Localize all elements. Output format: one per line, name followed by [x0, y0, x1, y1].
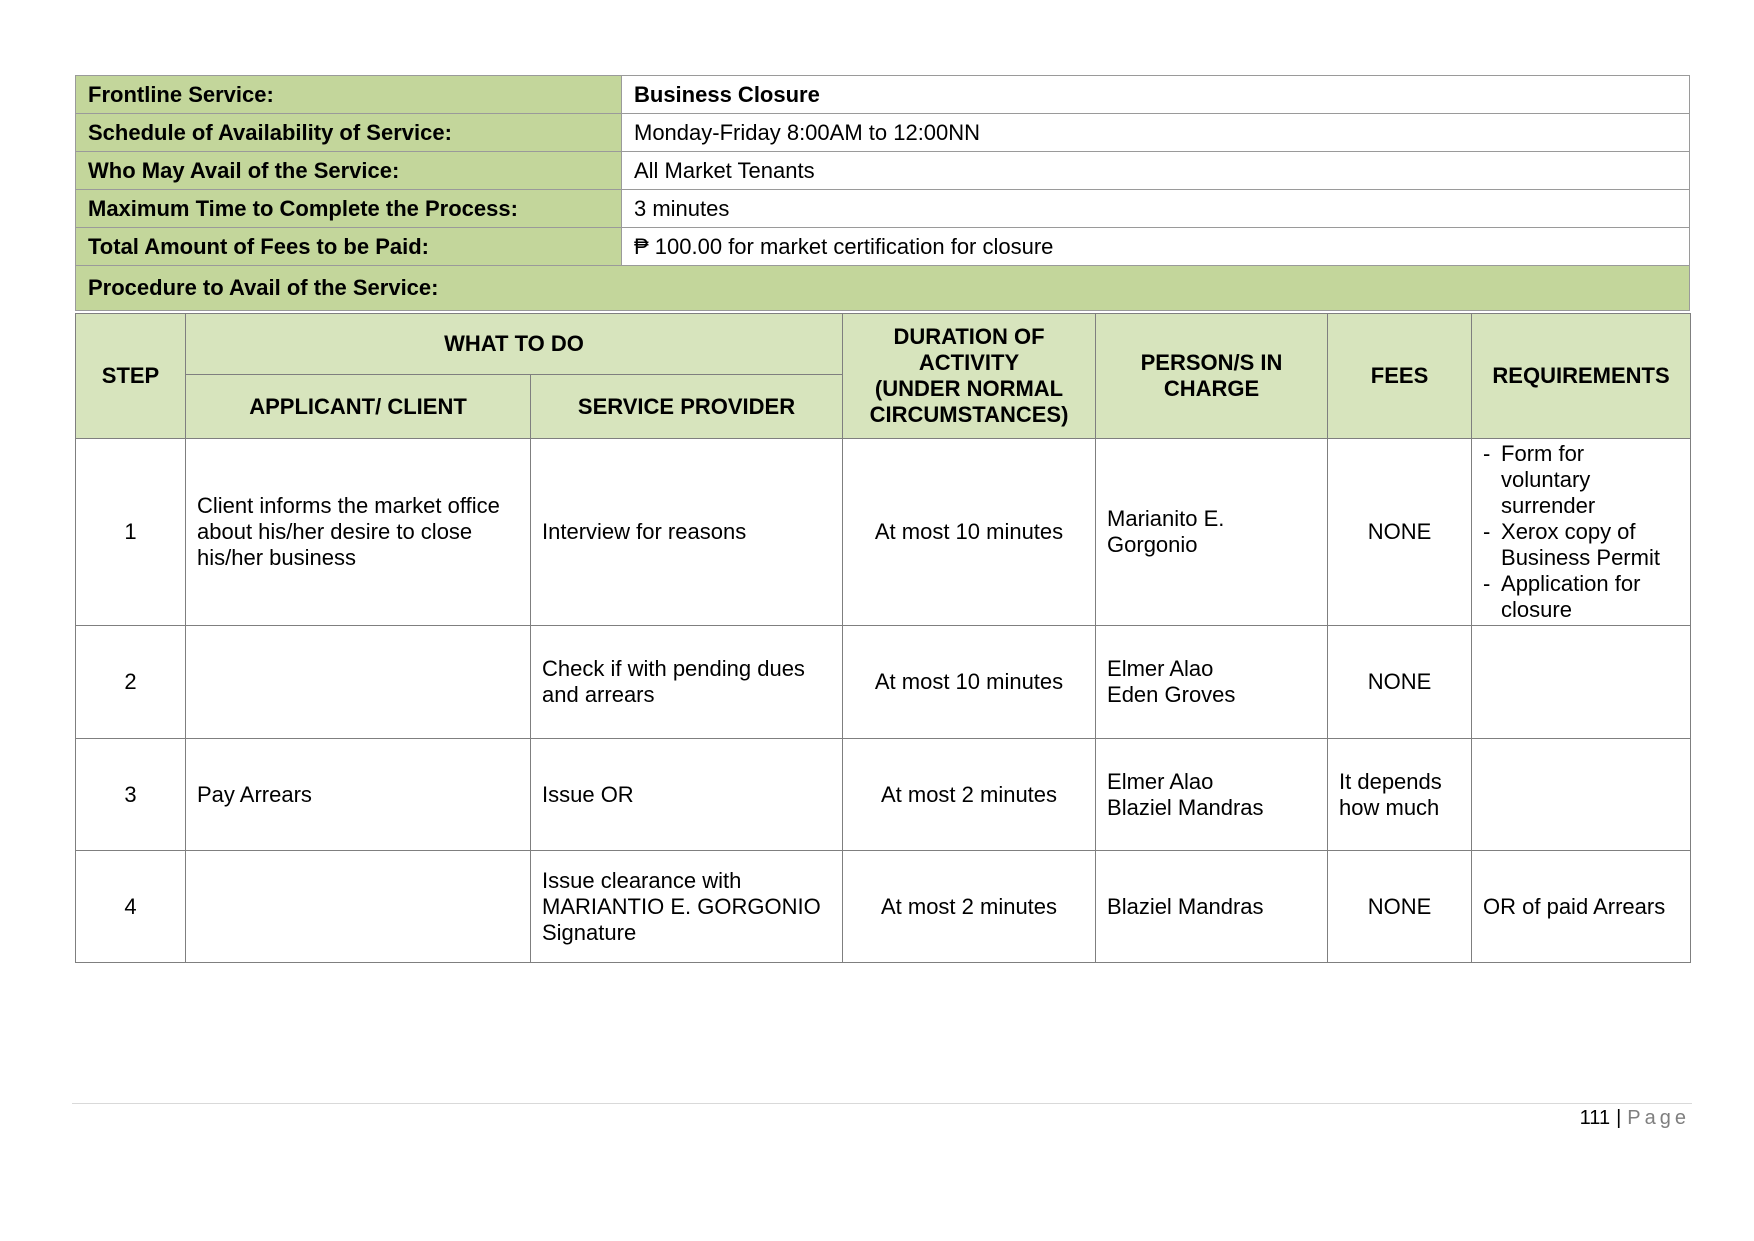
duration-cell: At most 10 minutes — [843, 439, 1096, 626]
step-cell: 4 — [76, 851, 186, 963]
fees-label: Total Amount of Fees to be Paid: — [76, 228, 622, 266]
requirements-cell: OR of paid Arrears — [1472, 851, 1691, 963]
table-row — [76, 626, 1691, 739]
header-duration: DURATION OF ACTIVITY (UNDER NORMAL CIRCUMSTANCES) — [843, 314, 1096, 439]
service-info-table — [75, 75, 1690, 311]
page-word: Page — [1627, 1107, 1690, 1129]
fees-cell: NONE — [1328, 439, 1472, 626]
dash-bullet: - — [1483, 571, 1491, 596]
persons-cell: Blaziel Mandras — [1096, 851, 1328, 963]
frontline-value: Business Closure — [622, 76, 1690, 114]
requirements-cell — [1472, 626, 1691, 739]
step-cell: 2 — [76, 626, 186, 739]
page-footer — [1580, 1107, 1690, 1130]
header-what-to-do: WHAT TO DO — [186, 314, 843, 375]
requirements-cell — [1472, 739, 1691, 851]
info-row-who — [76, 152, 1690, 190]
applicant-cell — [186, 626, 531, 739]
fees-cell: NONE — [1328, 851, 1472, 963]
header-applicant: APPLICANT/ CLIENT — [186, 375, 531, 439]
persons-cell: Marianito E. Gorgonio — [1096, 439, 1328, 626]
table-row — [76, 439, 1691, 626]
page-number: 111 — [1579, 1107, 1611, 1129]
header-row-1 — [76, 314, 1691, 375]
procedure-table — [75, 313, 1691, 963]
provider-cell: Issue clearance with MARIANTIO E. GORGONIO Signature — [531, 851, 843, 963]
fees-value: ₱ 100.00 for market certification for closure — [622, 228, 1690, 266]
header-provider: SERVICE PROVIDER — [531, 375, 843, 439]
who-value: All Market Tenants — [622, 152, 1690, 190]
page-separator: | — [1616, 1107, 1622, 1129]
procedure-label: Procedure to Avail of the Service: — [76, 266, 1690, 311]
requirement-item — [1483, 571, 1679, 623]
applicant-cell: Client informs the market office about his/her desire to close his/her business — [186, 439, 531, 626]
dash-bullet: - — [1483, 441, 1491, 466]
schedule-label: Schedule of Availability of Service: — [76, 114, 622, 152]
step-cell: 1 — [76, 439, 186, 626]
info-row-schedule — [76, 114, 1690, 152]
info-row-fees — [76, 228, 1690, 266]
provider-cell: Interview for reasons — [531, 439, 843, 626]
requirement-text: Xerox copy of Business Permit — [1501, 519, 1660, 570]
info-row-frontline — [76, 76, 1690, 114]
header-step: STEP — [76, 314, 186, 439]
max-time-value: 3 minutes — [622, 190, 1690, 228]
schedule-value: Monday-Friday 8:00AM to 12:00NN — [622, 114, 1690, 152]
provider-cell: Issue OR — [531, 739, 843, 851]
header-requirements: REQUIREMENTS — [1472, 314, 1691, 439]
dash-bullet: - — [1483, 519, 1491, 544]
duration-cell: At most 2 minutes — [843, 739, 1096, 851]
applicant-cell — [186, 851, 531, 963]
table-row — [76, 739, 1691, 851]
duration-cell: At most 10 minutes — [843, 626, 1096, 739]
table-row — [76, 851, 1691, 963]
frontline-label: Frontline Service: — [76, 76, 622, 114]
persons-cell: Elmer Alao Blaziel Mandras — [1096, 739, 1328, 851]
requirement-text: Application for closure — [1501, 571, 1641, 622]
persons-cell: Elmer Alao Eden Groves — [1096, 626, 1328, 739]
requirement-text: Form for voluntary surrender — [1501, 441, 1596, 518]
requirements-list — [1483, 441, 1679, 623]
fees-cell: It depends how much — [1328, 739, 1472, 851]
footer-divider — [72, 1103, 1692, 1104]
requirement-item — [1483, 441, 1679, 519]
fees-cell: NONE — [1328, 626, 1472, 739]
info-row-procedure — [76, 266, 1690, 311]
requirement-item — [1483, 519, 1679, 571]
requirements-cell — [1472, 439, 1691, 626]
duration-cell: At most 2 minutes — [843, 851, 1096, 963]
info-row-max-time — [76, 190, 1690, 228]
header-fees: FEES — [1328, 314, 1472, 439]
header-persons: PERSON/S IN CHARGE — [1096, 314, 1328, 439]
applicant-cell: Pay Arrears — [186, 739, 531, 851]
who-label: Who May Avail of the Service: — [76, 152, 622, 190]
provider-cell: Check if with pending dues and arrears — [531, 626, 843, 739]
max-time-label: Maximum Time to Complete the Process: — [76, 190, 622, 228]
step-cell: 3 — [76, 739, 186, 851]
